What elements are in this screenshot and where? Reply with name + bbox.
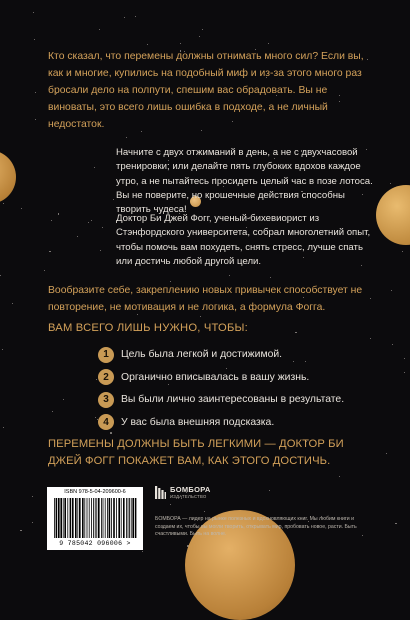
barcode-bar — [84, 498, 85, 538]
star-dot — [2, 349, 3, 350]
star-dot — [63, 399, 64, 400]
barcode-bar — [89, 498, 90, 538]
list-item — [98, 389, 344, 410]
barcode-bar — [111, 498, 112, 538]
star-dot — [3, 203, 4, 204]
barcode-bar — [79, 498, 81, 538]
barcode-bar — [132, 498, 134, 538]
star-dot — [32, 522, 33, 523]
author-paragraph: Доктор Би Джей Фогг, ученый-бихевиорист из Стэнфордского университета, собрал многолетний опыт, чтобы помочь вам похудеть, снять стресс, лучше спать или достичь любой другой цели. — [116, 213, 371, 267]
number-badge: 2 — [98, 369, 114, 385]
barcode-bar — [58, 498, 60, 538]
requirements-list — [98, 344, 344, 434]
barcode-bar — [109, 498, 111, 538]
barcode-bar — [113, 498, 115, 538]
list-item — [98, 367, 344, 388]
barcode-bars — [53, 498, 137, 538]
barcode-bar — [121, 498, 122, 538]
star-dot — [202, 29, 203, 30]
star-dot — [180, 43, 182, 45]
barcode-bar — [116, 498, 117, 538]
number-badge: 4 — [98, 414, 114, 430]
barcode-bar — [126, 498, 127, 538]
star-dot — [100, 250, 101, 251]
number-badge: 3 — [98, 392, 114, 408]
barcode-bar — [129, 498, 130, 538]
number-badge: 1 — [98, 347, 114, 363]
barcode-bar — [105, 498, 106, 538]
barcode-bar — [91, 498, 92, 538]
star-dot — [88, 222, 89, 223]
list-item-text: У вас была внешняя подсказка. — [121, 416, 275, 428]
star-dot — [49, 251, 51, 253]
star-dot — [96, 379, 97, 380]
star-dot — [77, 236, 78, 237]
list-item — [98, 344, 344, 365]
list-item-text: Вы были лично заинтересованы в результате. — [121, 394, 345, 405]
closing-statement: ПЕРЕМЕНЫ ДОЛЖНЫ БЫТЬ ЛЕГКИМИ — ДОКТОР БИ ДЖЕЙ ФОГГ ПОКАЖЕТ ВАМ, КАК ЭТОГО ДОСТИЧЬ. — [48, 438, 344, 467]
star-dot — [35, 92, 36, 93]
isbn-label: ISBN 978-5-04-209600-6 — [64, 489, 126, 495]
star-dot — [269, 490, 270, 491]
publisher-name: БОМБОРА — [170, 485, 211, 494]
barcode-bar — [118, 498, 120, 538]
star-dot — [229, 275, 230, 276]
planet-right — [376, 185, 410, 245]
star-dot — [199, 36, 200, 37]
star-dot — [270, 277, 271, 278]
formula-paragraph: Вообразите себе, закреплению новых привычек способствует не повторение, не мотивация и не логика, а формула Фогга. — [48, 285, 363, 313]
star-dot — [395, 523, 397, 525]
barcode-bar — [67, 498, 68, 538]
publisher-subtitle: ИЗДАТЕЛЬСТВО — [170, 494, 207, 499]
star-dot — [200, 316, 201, 317]
barcode-bar — [95, 498, 96, 538]
star-dot — [95, 417, 96, 418]
barcode-bar — [77, 498, 78, 538]
barcode-bar — [103, 498, 104, 538]
barcode-panel — [47, 487, 143, 550]
barcode-bar — [101, 498, 102, 538]
star-dot — [44, 270, 45, 271]
barcode-bar — [64, 498, 66, 538]
star-dot — [370, 338, 371, 339]
barcode-bar — [96, 498, 97, 538]
barcode-bar — [123, 498, 125, 538]
barcode-bar — [82, 498, 84, 538]
star-dot — [58, 213, 60, 215]
star-dot — [147, 44, 149, 46]
star-dot — [339, 476, 340, 477]
star-dot — [99, 29, 100, 30]
star-dot — [268, 43, 269, 44]
planet-left — [0, 150, 16, 204]
barcode-bar — [70, 498, 72, 538]
star-dot — [126, 137, 127, 138]
barcode-bar — [56, 498, 58, 538]
star-dot — [391, 290, 392, 291]
star-dot — [170, 504, 171, 505]
star-dot — [102, 227, 103, 228]
barcode-bar — [98, 498, 100, 538]
star-dot — [404, 358, 405, 359]
star-dot — [51, 220, 52, 221]
list-item — [98, 412, 344, 433]
star-dot — [35, 119, 36, 120]
star-dot — [124, 17, 125, 18]
barcode-bar — [93, 498, 94, 538]
star-dot — [295, 332, 297, 334]
barcode-bar — [60, 498, 62, 538]
star-dot — [3, 427, 4, 428]
list-item-text: Цель была легкой и достижимой. — [121, 349, 283, 360]
intro-paragraph: Кто сказал, что перемены должны отнимать много сил? Если вы, как и многие, купились на подобный миф и из-за этого много раз бросали дело на полпути, спешим вас обрадовать. Вы не виноваты, это всего лишь ошибка в подходе, а не личный недостаток. — [48, 51, 364, 130]
star-dot — [34, 39, 35, 40]
barcode-bar — [135, 498, 137, 538]
barcode-bar — [131, 498, 132, 538]
list-item-text: Органично вписывалась в вашу жизнь. — [121, 371, 310, 383]
tips-paragraph: Начните с двух отжиманий в день, а не с двухчасовой тренировки; или делайте пять глубоких вдохов каждое утро, а не пытайтесь просидеть целый час в позе лотоса. Вы не поверите, но крошечные действия способны творить чудеса! — [116, 147, 373, 216]
barcode-bar — [107, 498, 108, 538]
star-dot — [21, 208, 22, 209]
star-dot — [32, 496, 33, 497]
star-dot — [386, 453, 387, 454]
star-dot — [33, 12, 34, 13]
star-dot — [402, 251, 403, 252]
star-dot — [20, 530, 22, 532]
star-dot — [404, 372, 405, 373]
star-dot — [392, 344, 393, 345]
star-dot — [204, 511, 205, 512]
bombora-logo-icon — [155, 486, 166, 499]
star-dot — [12, 303, 13, 304]
star-dot — [390, 183, 391, 184]
star-dot — [94, 167, 95, 168]
barcode-bar — [54, 498, 55, 538]
barcode-bar — [75, 498, 77, 538]
barcode-digits: 9 785042 096006 > — [59, 540, 131, 547]
publisher-blurb: БОМБОРА — лидер на рынке полезных и вдохновляющих книг. Мы любим книги и создаем их, чтобы вы могли творить, открывать мир, пробовать новое, расти. Быть счастливыми. Быть на волне. — [155, 516, 357, 538]
star-dot — [0, 275, 1, 276]
barcode-bar — [63, 498, 64, 538]
star-dot — [52, 411, 54, 413]
star-dot — [113, 199, 114, 200]
barcode-bar — [87, 498, 88, 538]
star-dot — [91, 220, 92, 221]
list-heading: ВАМ ВСЕГО ЛИШЬ НУЖНО, ЧТОБЫ: — [48, 322, 248, 334]
publisher-logo — [155, 486, 211, 499]
barcode-bar — [72, 498, 74, 538]
star-dot — [135, 16, 136, 17]
star-dot — [142, 551, 143, 552]
barcode-bar — [128, 498, 129, 538]
